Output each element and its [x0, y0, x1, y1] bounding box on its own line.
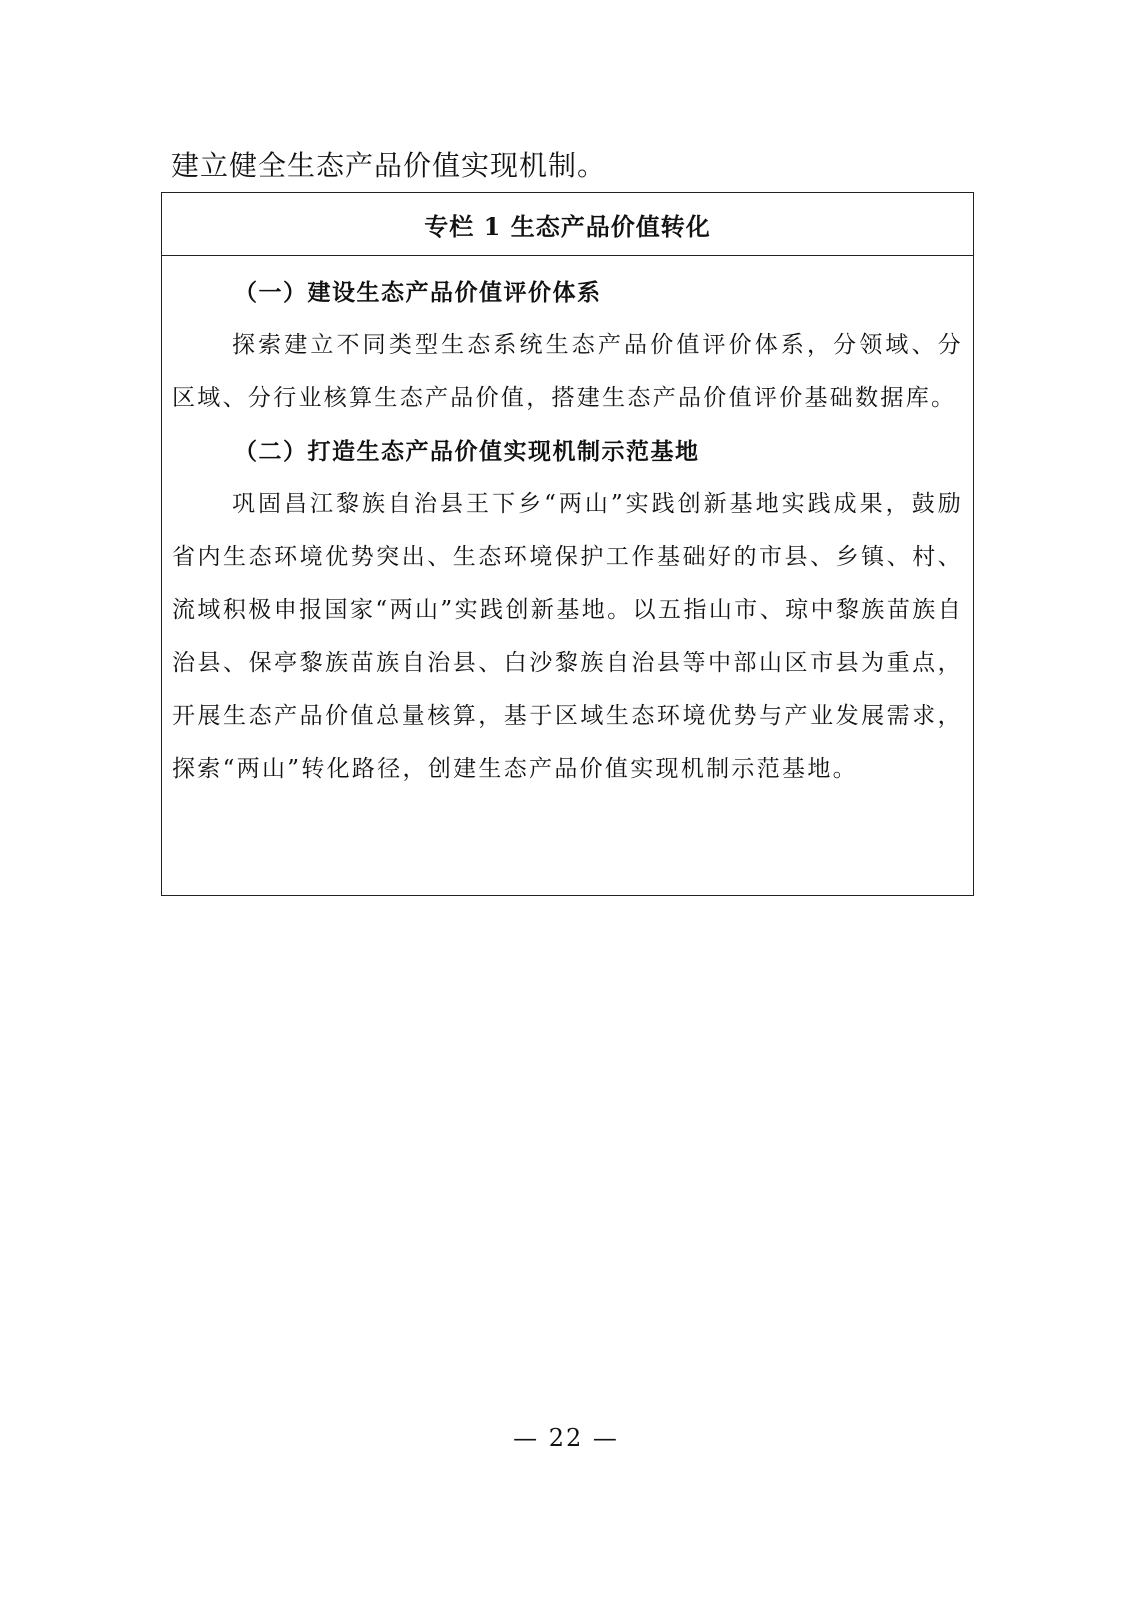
section-paragraph-1: 探索建立不同类型生态系统生态产品价值评价体系，分领域、分区域、分行业核算生态产品价值，搭建生态产品价值评价基础数据库。	[172, 332, 963, 411]
column-box-body	[162, 256, 973, 796]
section-heading-2: （二）打造生态产品价值实现机制示范基地	[234, 438, 700, 465]
column-box-title: 专栏 1 生态产品价值转化	[162, 193, 973, 256]
lead-line: 建立健全生态产品价值实现机制。	[171, 149, 607, 182]
section-paragraph-2: 巩固昌江黎族自治县王下乡“两山”实践创新基地实践成果，鼓励省内生态环境优势突出、生态环境保护工作基础好的市县、乡镇、村、流域积极申报国家“两山”实践创新基地。以五指山市、琼中黎族苗族自治县、保亭黎族苗族自治县、白沙黎族自治县等中部山区市县为重点，开展生态产品价值总量核算，基于区域生态环境优势与产业发展需求，探索“两山”转化路径，创建生态产品价值实现机制示范基地。	[172, 491, 963, 782]
page-number: — 22 —	[513, 1424, 619, 1452]
section-heading-1: （一）建设生态产品价值评价体系	[234, 279, 602, 306]
column-box	[161, 192, 974, 896]
